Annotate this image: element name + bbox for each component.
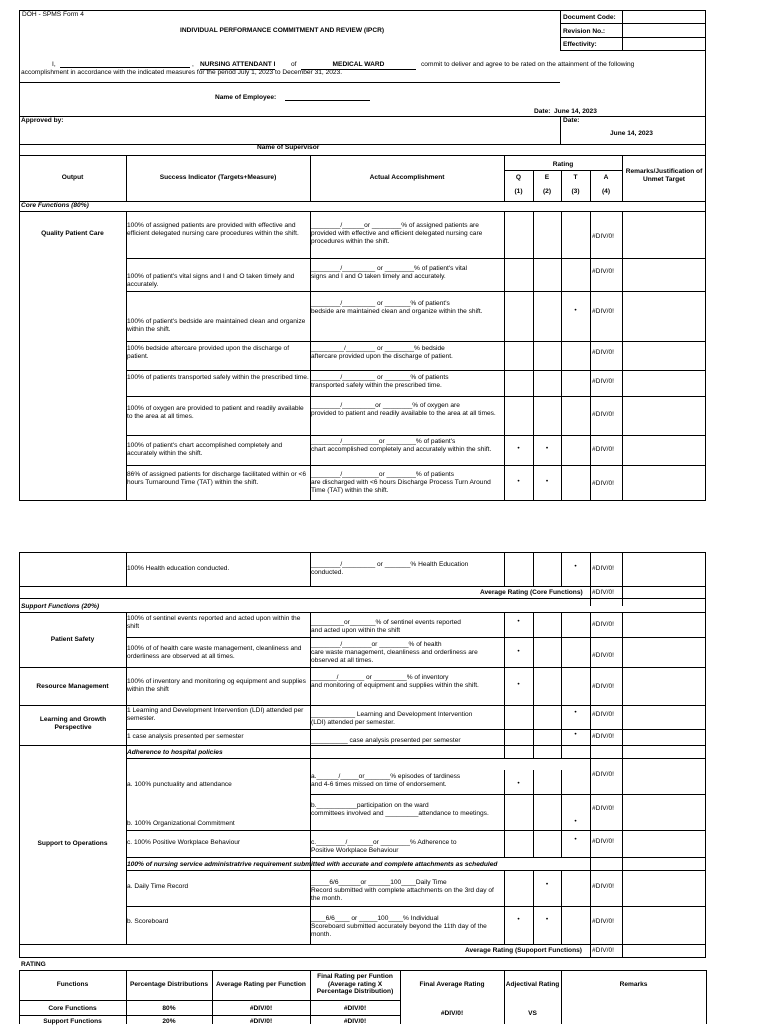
- col-remarks: Remarks/Justification of Unmet Target: [625, 168, 703, 183]
- avg-core-value: #DIV/0!: [592, 589, 614, 596]
- col-divider: [561, 870, 562, 944]
- org-actual-rest: committees involved and _________attendance to meetings.: [311, 810, 489, 817]
- row-divider: [126, 258, 706, 259]
- doc-box-divider: [560, 37, 706, 38]
- org-a: #DIV/0!: [592, 805, 614, 812]
- dtr-a: #DIV/0!: [592, 883, 614, 890]
- ps-actual-0-rest: and acted upon within the shift: [311, 627, 401, 634]
- col-divider: [561, 211, 562, 501]
- approved-divider: [560, 116, 561, 144]
- core-actual-1-rest: signs and I and O taken timely and accurately.: [311, 273, 446, 280]
- row-divider: [126, 435, 706, 436]
- core-actual-4-top: ________/_________ or _______% of patients: [311, 374, 449, 381]
- case-t: •: [574, 731, 577, 738]
- core-actual-1-top: ________/_________ or ________% of patient's vital: [311, 265, 467, 272]
- col-t: T: [573, 174, 578, 181]
- supervisor-label: Name of Supervisor: [257, 144, 320, 151]
- ld-actual-rest: (LDI) attended per semester.: [311, 719, 395, 726]
- case-actual: __________ case analysis presented per semester: [311, 737, 461, 744]
- rating-h-final: Final Rating per Funtion (Average rating X Percentage Distribution): [316, 973, 394, 996]
- row-divider: [310, 794, 706, 795]
- col-divider: [590, 211, 591, 501]
- core-indicator-2: 100% of patient's bedside are maintained clean and organize within the shift.: [127, 318, 306, 333]
- col-e-num: (2): [542, 188, 552, 195]
- col-a: A: [603, 174, 609, 181]
- health-t: •: [574, 563, 577, 570]
- col-indicator: Success Indicator (Targets+Measure): [159, 174, 277, 181]
- avg-core-label: Average Rating (Core Functions): [480, 589, 583, 596]
- commit-i: I,: [52, 61, 56, 68]
- date-value: June 14, 2023: [554, 108, 597, 115]
- ld-t: •: [574, 709, 577, 716]
- score-indicator: b. Scoreboard: [127, 918, 169, 925]
- final-average-value: #DIV/0!: [440, 1010, 464, 1017]
- rm-q: •: [517, 681, 520, 688]
- core-e-7: •: [545, 478, 549, 485]
- punct-actual-top: a.______/_____or_______% episodes of tardiness: [311, 773, 461, 780]
- col-divider: [533, 612, 534, 758]
- core-indicator-7: 86% of assigned patients for discharge facilitated within or <6 hours Turnaround Time (TAT) within the shift.: [127, 471, 307, 486]
- rating-divider: [19, 1000, 400, 1001]
- approved-by-label: Approved by:: [21, 117, 64, 124]
- col-divider: [533, 770, 534, 857]
- col-divider: [533, 552, 534, 586]
- health-a: #DIV/0!: [592, 565, 614, 572]
- col-divider: [561, 770, 562, 857]
- row-divider: [126, 291, 706, 292]
- col-t-num: (3): [571, 188, 580, 195]
- ps-indicator-1: 100% of of health care waste management, cleanliness and orderliness are observed at all times.: [127, 645, 302, 660]
- support-functions-label: Support Functions (20%): [21, 603, 100, 610]
- doc-box-divider: [560, 23, 706, 24]
- rating-divider: [19, 1015, 400, 1016]
- core-actual-4-rest: transported safely within the prescribed time.: [311, 382, 442, 389]
- rm-actual-top: _______/_______ or _________% of inventory: [311, 674, 449, 681]
- row-divider: [19, 667, 706, 668]
- col-rating: Rating: [552, 161, 574, 168]
- date-label-2: Date:: [563, 117, 580, 124]
- core-a-6: #DIV/0!: [592, 446, 614, 453]
- col-e: E: [544, 174, 550, 181]
- row-divider: [126, 830, 706, 831]
- document-title: INDIVIDUAL PERFORMANCE COMMITMENT AND REVIEW (IPCR): [180, 27, 385, 34]
- doc-box-divider: [560, 10, 561, 50]
- health-actual-top: ________/_________ or _______% Health Education: [311, 561, 469, 568]
- col-q: Q: [515, 174, 522, 181]
- row-divider: [126, 465, 706, 466]
- col-actual: Actual Accomplishment: [369, 174, 445, 181]
- row-divider: [19, 612, 706, 613]
- score-q: •: [517, 916, 520, 923]
- org-indicator: b. 100% Organizational Commitment: [127, 820, 235, 827]
- quality-patient-care: Quality Patient Care: [41, 230, 104, 237]
- score-e: •: [545, 916, 549, 923]
- pos-indicator: c. 100% Positive Workplace Behaviour: [127, 839, 241, 846]
- learning-growth-label: Learning and Growth Perspective: [39, 716, 107, 731]
- punct-a: #DIV/0!: [592, 771, 614, 778]
- rating-h-adjectival: Adjectival Rating: [505, 981, 560, 988]
- core-a-5: #DIV/0!: [592, 411, 614, 418]
- row-divider: [19, 155, 706, 156]
- core-actual-6-rest: chart accomplished completely and accurately within the shift.: [311, 446, 492, 453]
- rm-actual-rest: and monitoring of equipment and supplies within the shift.: [311, 682, 479, 689]
- case-a: #DIV/0!: [592, 733, 614, 740]
- adherence-label: Adherence to hospital policies: [127, 749, 223, 756]
- org-t: •: [574, 818, 577, 825]
- document-code-label: Document Code:: [563, 14, 616, 21]
- rating-h-avg: Average Rating per Function: [216, 981, 306, 988]
- rating-support-final: #DIV/0!: [343, 1018, 367, 1025]
- rm-a: #DIV/0!: [592, 683, 614, 690]
- rating-h-final-avg: Final Average Rating: [419, 981, 485, 988]
- ld-a: #DIV/0!: [592, 711, 614, 718]
- position-name: NURSING ATTENDANT I: [200, 61, 276, 68]
- row-divider: [126, 758, 706, 759]
- row-divider: [19, 82, 560, 83]
- col-divider: [533, 211, 534, 501]
- row-divider: [126, 857, 706, 858]
- core-actual-5-top: ________/_________or ________% of oxygen are: [311, 402, 460, 409]
- core-functions-label: Core Functions (80%): [21, 202, 89, 209]
- core-actual-3-top: _________/________ or ________% bedside: [311, 345, 445, 352]
- row-divider: [19, 211, 706, 212]
- col-output: Output: [61, 174, 84, 181]
- of-word: of: [291, 61, 297, 68]
- row-divider: [19, 944, 706, 945]
- health-indicator: 100% Health education conducted.: [127, 565, 230, 572]
- dtr-actual-rest: Record submitted with complete attachments on the 3rd day of the month.: [311, 887, 494, 902]
- ld-indicator: 1 Learning and Development Intervention (LDI) attended per semester.: [127, 707, 304, 722]
- core-actual-0-rest: provided with effective and efficient delegated nursing care procedures within the shift.: [311, 230, 483, 245]
- rating-core-pct: 80%: [162, 1005, 176, 1012]
- date-label: Date:: [534, 108, 551, 115]
- date-value-2: June 14, 2023: [610, 130, 653, 137]
- rating-h-functions: Functions: [56, 981, 89, 988]
- resource-mgmt-label: Resource Management: [36, 683, 109, 690]
- ps-a-0: #DIV/0!: [592, 621, 614, 628]
- core-actual-3-rest: aftercare provided upon the discharge of patient.: [311, 353, 453, 360]
- core-a-1: #DIV/0!: [592, 268, 614, 275]
- pos-t: •: [574, 836, 577, 843]
- ps-q-0: •: [517, 618, 520, 625]
- doc-box-divider: [560, 50, 706, 51]
- core-indicator-1: 100% of patient's vital signs and I and O taken timely and accurately.: [127, 273, 295, 288]
- col-divider: [622, 211, 623, 501]
- row-divider: [19, 586, 706, 587]
- patient-safety-label: Patient Safety: [50, 636, 95, 643]
- ld-actual-top: ____________ Learning and Development Intervention: [311, 711, 473, 718]
- score-a: #DIV/0!: [592, 918, 614, 925]
- col-a-num: (4): [601, 188, 611, 195]
- dtr-actual-top: _____6/6______or ______100____Daily Time: [311, 879, 447, 886]
- punct-q: •: [517, 780, 520, 787]
- row-divider: [126, 729, 706, 730]
- core-a-4: #DIV/0!: [592, 378, 614, 385]
- ps-a-1: #DIV/0!: [592, 652, 614, 659]
- ps-indicator-0: 100% of sentinel events reported and acted upon within the shift: [127, 615, 301, 630]
- employee-name-label: Name of Employee:: [215, 94, 277, 101]
- ps-actual-0-top: _________or_______% of sentinel events reported: [311, 619, 461, 626]
- pos-actual-top: c.________/_______or ________% Adherence to: [311, 839, 457, 846]
- revision-label: Revision No.:: [563, 28, 606, 35]
- core-actual-7-rest: are discharged with <6 hours Discharge Process Turn Around Time (TAT) within the shift.: [311, 479, 491, 494]
- nursing-req-label: 100% of nursing service administratrive requirement submitted with accurate and complete attachments as scheduled: [127, 861, 498, 868]
- ward-name: MEDICAL WARD: [301, 61, 416, 70]
- core-q-6: •: [517, 445, 520, 452]
- rm-indicator: 100% of inventory and monitoring og equipment and supplies within the shift: [127, 678, 306, 693]
- rating-divider: [19, 970, 706, 971]
- rating-h-pct: Percentage Distributions: [129, 981, 209, 988]
- rating-core-final: #DIV/0!: [343, 1005, 367, 1012]
- core-indicator-4: 100% of patients transported safely within the prescribed time.: [127, 374, 309, 381]
- score-actual-rest: Scoreboard submitted accurately beyond the 11th day of the month.: [311, 923, 487, 938]
- avg-support-value: #DIV/0!: [592, 947, 614, 954]
- employee-name-field[interactable]: [285, 94, 370, 101]
- row-divider: [19, 201, 706, 202]
- effectivity-label: Effectivity:: [563, 41, 597, 48]
- pos-a: #DIV/0!: [592, 838, 614, 845]
- core-actual-2-rest: bedside are maintained clean and organize within the shift.: [311, 308, 483, 315]
- ps-actual-1-rest: care waste management, cleanliness and orderliness are observed at all times.: [311, 649, 478, 664]
- health-actual-rest: conducted.: [311, 569, 344, 576]
- support-ops-label: Support to Operations: [37, 840, 108, 847]
- adjectival-value: VS: [528, 1010, 537, 1017]
- commit-text: commit to deliver and agree to be rated on the attainment of the following: [421, 61, 635, 68]
- ps-actual-1-top: ________/________or ________% of health: [311, 641, 442, 648]
- core-indicator-6: 100% of patient's chart accomplished completely and accurately within the shift.: [127, 442, 283, 457]
- core-t-2: •: [574, 307, 577, 314]
- row-divider: [19, 705, 706, 706]
- rating-divider: [561, 970, 562, 1024]
- core-a-0: #DIV/0!: [592, 233, 614, 240]
- rating-h-remarks: Remarks: [619, 981, 648, 988]
- rating-divider: [504, 170, 622, 171]
- row-divider: [126, 870, 706, 871]
- core-a-7: #DIV/0!: [592, 480, 614, 487]
- rating-divider: [706, 970, 707, 1024]
- doc-box-divider: [622, 10, 623, 50]
- core-e-6: •: [545, 445, 549, 452]
- core-indicator-3: 100% bedside aftercare provided upon the discharge of patient.: [127, 345, 290, 360]
- core-indicator-0: 100% of assigned patients are provided with effective and efficient delegated nursing care procedures within the shift.: [127, 222, 299, 237]
- commit-period: accomplishment in accordance with the indicated measures for the period July 1, 2023 to December 31, 2023.: [21, 69, 343, 76]
- rating-support-function: Support Functions: [43, 1018, 102, 1025]
- row-divider: [126, 341, 706, 342]
- core-a-3: #DIV/0!: [592, 349, 614, 356]
- employee-name-blank: [60, 61, 190, 68]
- col-divider: [504, 552, 505, 586]
- avg-support-label: Average Rating (Supoport Functions): [465, 947, 582, 954]
- ps-q-1: •: [517, 648, 520, 655]
- case-indicator: 1 case analysis presented per semester: [127, 733, 244, 740]
- rating-core-function: Core Functions: [48, 1005, 97, 1012]
- row-divider: [19, 144, 706, 145]
- core-indicator-5: 100% of oxygen are provided to patient and readily available to the area at all times.: [127, 405, 304, 420]
- comma: ,: [192, 61, 194, 68]
- row-divider: [126, 906, 706, 907]
- rating-label: RATING: [21, 961, 46, 968]
- row-divider: [126, 370, 706, 371]
- rating-core-avg: #DIV/0!: [249, 1005, 273, 1012]
- row-divider: [19, 745, 706, 746]
- rating-support-avg: #DIV/0!: [249, 1018, 273, 1025]
- org-actual-top: b.___________participation on the ward: [311, 802, 429, 809]
- dtr-e: •: [545, 881, 549, 888]
- col-divider: [126, 612, 127, 944]
- core-actual-6-top: ________/__________or ________% of patient's: [311, 438, 456, 445]
- row-divider: [126, 637, 706, 638]
- row-divider: [19, 116, 706, 117]
- core-actual-2-top: ________/_________ or _______% of patient's: [311, 300, 450, 307]
- dtr-indicator: a. Daily Time Record: [127, 883, 189, 890]
- core-actual-5-rest: provided to patient and readily available to the area at all times.: [311, 410, 496, 417]
- form-code: DOH - SPMS Form 4: [22, 11, 84, 18]
- col-divider: [504, 211, 505, 501]
- rating-support-pct: 20%: [162, 1018, 176, 1025]
- core-actual-7-top: ________/__________or ________% of patients: [311, 471, 454, 478]
- core-a-2: #DIV/0!: [592, 308, 614, 315]
- punct-actual-rest: and 4-6 times missed on time of endorsement.: [311, 781, 447, 788]
- ipcr-header-frame: [19, 10, 706, 501]
- score-actual-top: ____6/6____ or _____100____% Individual: [311, 915, 439, 922]
- row-divider: [19, 598, 706, 599]
- col-divider: [504, 870, 505, 944]
- col-q-num: (1): [514, 188, 523, 195]
- core-q-7: •: [517, 478, 520, 485]
- core-actual-0-top: ________/______or ________% of assigned patients are: [311, 222, 479, 229]
- row-divider: [126, 396, 706, 397]
- punct-indicator: a. 100% punctuality and attendance: [127, 781, 232, 788]
- pos-actual-rest: Positive Workplace Behaviour: [311, 847, 399, 854]
